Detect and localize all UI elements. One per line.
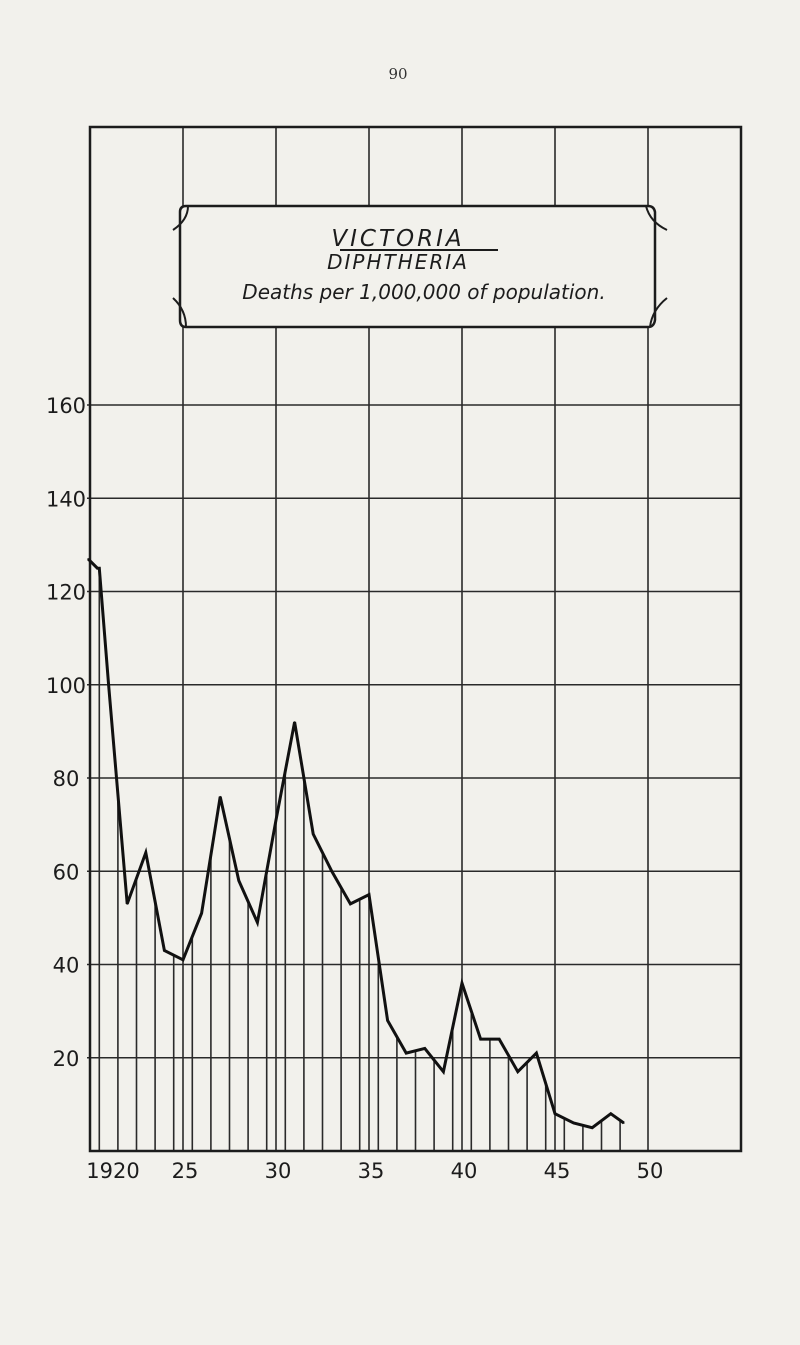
data-point: [350, 903, 352, 905]
year-drop-lines: [99, 568, 620, 1151]
chart-caption: Deaths per 1,000,000 of population.: [242, 280, 606, 304]
data-point: [219, 796, 221, 798]
series-points: [87, 558, 624, 1128]
y-tick-label: 40: [52, 953, 80, 978]
chart-subtitle: DIPHTHERIA: [327, 250, 469, 274]
data-point: [331, 870, 333, 872]
data-point: [387, 1020, 389, 1022]
data-point: [257, 922, 259, 924]
x-axis-labels: [86, 1159, 663, 1183]
y-tick-label: 100: [45, 673, 87, 698]
series-line: [88, 559, 624, 1128]
y-tick-label: 140: [45, 487, 87, 512]
x-tick-label: 50: [636, 1159, 664, 1183]
data-point: [498, 1038, 500, 1040]
data-point: [536, 1052, 538, 1054]
y-tick-label: 80: [52, 767, 80, 791]
data-point: [164, 950, 166, 952]
data-point: [145, 852, 147, 854]
data-point: [238, 880, 240, 882]
data-point: [623, 1122, 625, 1124]
data-point: [554, 1113, 556, 1115]
data-point: [461, 982, 463, 984]
data-point: [368, 894, 370, 896]
data-point: [99, 567, 101, 569]
data-point: [126, 903, 128, 905]
title-box: [173, 206, 667, 327]
x-tick-label: 35: [357, 1159, 385, 1183]
data-point: [182, 959, 184, 961]
data-point: [87, 558, 89, 560]
y-tick-label: 120: [45, 580, 87, 605]
page-number: 90: [388, 65, 408, 83]
data-point: [294, 721, 296, 723]
x-tick-label: 40: [450, 1159, 478, 1183]
chart-title: VICTORIA: [331, 226, 465, 252]
y-tick-label: 60: [52, 860, 80, 885]
data-point: [517, 1071, 519, 1073]
x-tick-label: 1920: [86, 1159, 140, 1183]
data-point: [610, 1113, 612, 1115]
data-point: [480, 1038, 482, 1040]
data-point: [424, 1048, 426, 1050]
y-tick-label: 160: [45, 394, 87, 418]
y-tick-label: 20: [52, 1046, 80, 1071]
y-axis-labels: [46, 394, 86, 1071]
data-point: [312, 833, 314, 835]
data-point: [573, 1122, 575, 1124]
data-point: [443, 1071, 445, 1073]
data-point: [405, 1052, 407, 1054]
data-point: [591, 1127, 593, 1129]
data-point: [275, 819, 277, 821]
x-tick-label: 45: [543, 1159, 571, 1183]
data-point: [201, 912, 203, 914]
x-tick-label: 25: [171, 1159, 199, 1183]
x-tick-label: 30: [264, 1159, 292, 1183]
data-point: [97, 567, 99, 569]
data-point: [108, 684, 110, 686]
